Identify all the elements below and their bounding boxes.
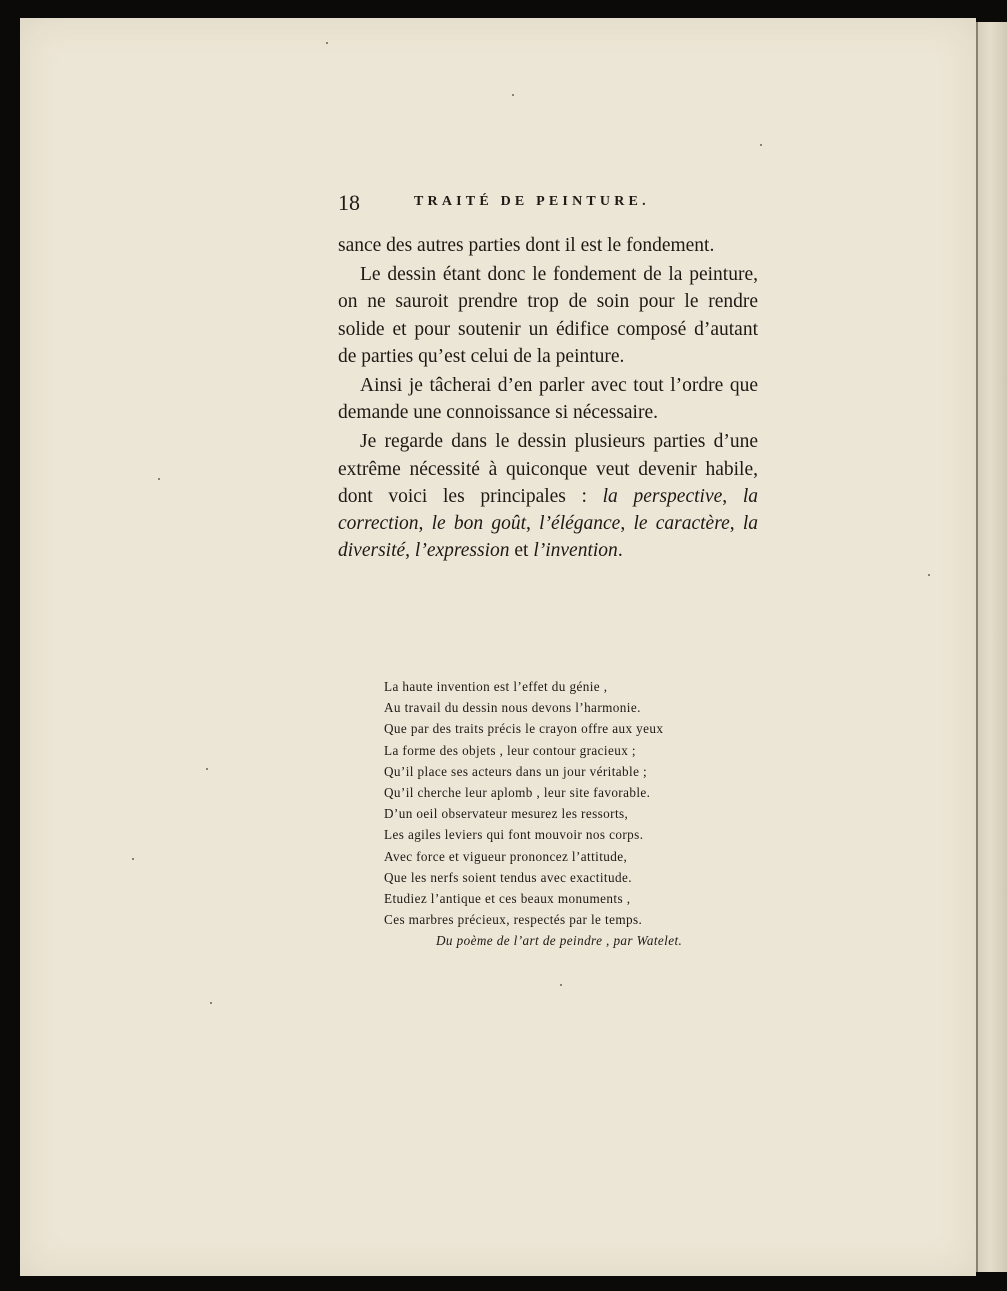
- poem-line: Qu’il cherche leur aplomb , leur site favorable.: [384, 785, 651, 801]
- poem-line: La haute invention est l’effet du génie ,: [384, 679, 608, 694]
- term-correction: la correction: [338, 485, 758, 535]
- poem-line: La forme des objets , leur contour gracieux ;: [384, 742, 636, 758]
- page-header: [338, 190, 758, 220]
- paper-speck: [326, 42, 328, 44]
- paper-speck: [760, 144, 762, 146]
- poem-line: Au travail du dessin nous devons l’harmonie.: [384, 700, 641, 716]
- poem-line: Etudiez l’antique et ces beaux monuments ,: [384, 891, 631, 907]
- paragraph: Je regarde dans le dessin plusieurs parties d’une extrême nécessité à quiconque veut devenir habile, dont voici les principales : la perspective, la correction, le bon goût, l’élégance, le caractère, la diversité, l’expression et l’invention.: [338, 431, 758, 562]
- term-expression: l’expression: [414, 540, 510, 562]
- paper-speck: [928, 574, 930, 576]
- running-head: TRAITÉ DE PEINTURE.: [414, 194, 650, 209]
- term-perspective: la perspective: [602, 485, 723, 507]
- paragraph: Ainsi je tâcherai d’en parler avec tout l’ordre que demande une connoissance si nécessaire.: [338, 375, 758, 424]
- adjacent-page-edge: [976, 22, 1007, 1272]
- paper-speck: [560, 984, 562, 986]
- poem-attribution: Du poème de l’art de peindre , par Watelet.: [436, 933, 683, 949]
- term-caractere: le caractère: [633, 513, 730, 535]
- term-elegance: l’élégance: [539, 513, 621, 535]
- body-text: [338, 232, 758, 566]
- conjunction: et: [514, 540, 529, 562]
- term-invention: l’invention: [533, 540, 618, 562]
- term-diversite: la diversité: [338, 513, 758, 562]
- poem-line: Que par des traits précis le crayon offre aux yeux: [384, 721, 664, 737]
- poem-line: Que les nerfs soient tendus avec exactitude.: [384, 869, 632, 885]
- paragraph: sance des autres parties dont il est le fondement.: [338, 235, 715, 256]
- term-bon-gout: le bon goût: [431, 513, 527, 535]
- poem-line: Avec force et vigueur prononcez l’attitude,: [384, 848, 628, 864]
- paper-speck: [158, 478, 160, 480]
- paragraph-intro: Je regarde dans le dessin plusieurs parties d’une extrême nécessité à quiconque veut devenir habile, dont voici les principales :: [338, 431, 758, 507]
- paper-speck: [210, 1002, 212, 1004]
- poem-line: Qu’il place ses acteurs dans un jour véritable ;: [384, 763, 648, 779]
- poem-quotation: [384, 676, 764, 952]
- page-number: 18: [338, 190, 360, 215]
- paper-speck: [132, 858, 134, 860]
- poem-line: Les agiles leviers qui font mouvoir nos corps.: [384, 827, 644, 843]
- paper-speck: [206, 768, 208, 770]
- poem-line: Ces marbres précieux, respectés par le temps.: [384, 912, 643, 928]
- poem-line: D’un oeil observateur mesurez les ressorts,: [384, 806, 629, 822]
- paragraph: Le dessin étant donc le fondement de la peinture, on ne sauroit prendre trop de soin pour le rendre solide et pour soutenir un édifice composé d’autant de parties qu’est celui de la peinture.: [338, 264, 758, 367]
- paper-speck: [512, 94, 514, 96]
